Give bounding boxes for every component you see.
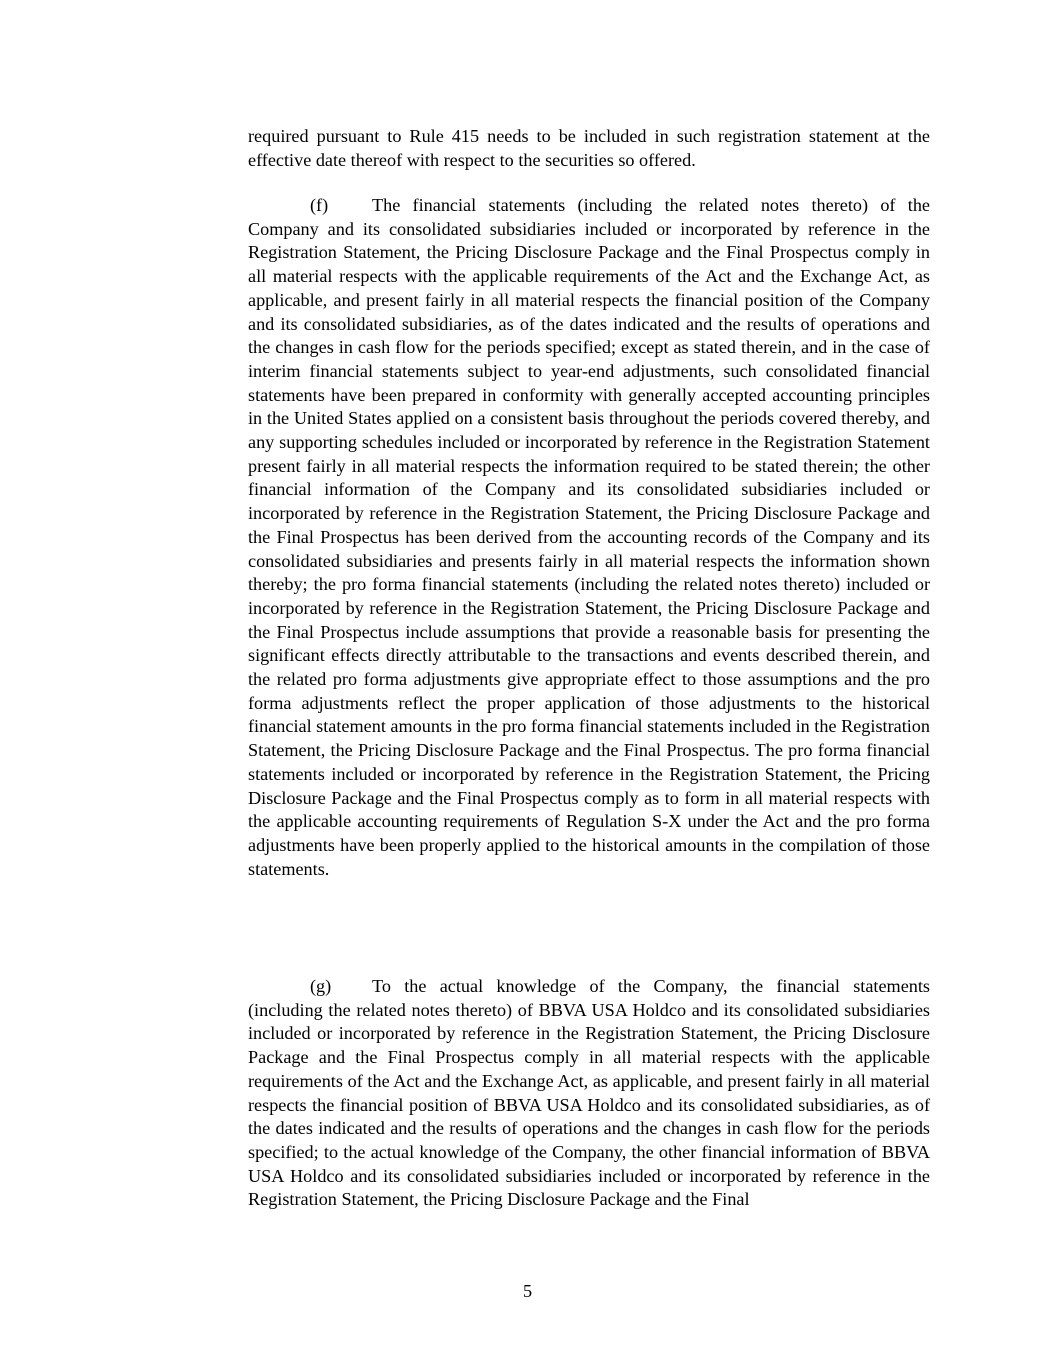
paragraph-g [248,975,930,1212]
paragraph-g-text: To the actual knowledge of the Company, the financial statements (including the related notes thereto) of BBVA USA Holdco and its consolidated subsidiaries included or incorporated by reference in the Registration Statement, the Pricing Disclosure Package and the Final Prospectus comply in all material respects with the applicable requirements of the Act and the Exchange Act, as applicable, and present fairly in all material respects the financial position of BBVA USA Holdco and its consolidated subsidiaries, as of the dates indicated and the results of operations and the changes in cash flow for the periods specified; to the actual knowledge of the Company, the other financial information of BBVA USA Holdco and its consolidated subsidiaries included or incorporated by reference in the Registration Statement, the Pricing Disclosure Package and the Final [248,976,930,1210]
paragraph-f-label: (f) [310,195,329,215]
page-number: 5 [522,1281,533,1301]
paragraph-g-label: (g) [310,976,332,996]
paragraph-f-text: The financial statements (including the related notes thereto) of the Company and its consolidated subsidiaries included or incorporated by reference in the Registration Statement, the Pricing Disclosure Package and the Final Prospectus comply in all material respects with the applicable requirements of the Act and the Exchange Act, as applicable, and present fairly in all material respects the financial position of the Company and its consolidated subsidiaries, as of the dates indicated and the results of operations and the changes in cash flow for the periods specified; except as stated therein, and in the case of interim financial statements subject to year-end adjustments, such consolidated financial statements have been prepared in conformity with generally accepted accounting principles in the United States applied on a consistent basis throughout the periods covered thereby, and any supporting schedules included or incorporated by reference in the Registration Statement present fairly in all material respects the information required to be stated therein; the other financial information of the Company and its consolidated subsidiaries included or incorporated by reference in the Registration Statement, the Pricing Disclosure Package and the Final Prospectus has been derived from the accounting records of the Company and its consolidated subsidiaries and presents fairly in all material respects the information shown thereby; the pro forma financial statements (including the related notes thereto) included or incorporated by reference in the Registration Statement, the Pricing Disclosure Package and the Final Prospectus include assumptions that provide a reasonable basis for presenting the significant effects directly attributable to the transactions and events described therein, and the related pro forma adjustments give appropriate effect to those assumptions and the pro forma adjustments reflect the proper application of those adjustments to the historical financial statement amounts in the pro forma financial statements included in the Registration Statement, the Pricing Disclosure Package and the Final Prospectus. The pro forma financial statements included or incorporated by reference in the Registration Statement, the Pricing Disclosure Package and the Final Prospectus comply as to form in all material respects with the applicable accounting requirements of Regulation S-X under the Act and the pro forma adjustments have been properly applied to the historical amounts in the compilation of those statements. [248,195,930,879]
paragraph-continued: required pursuant to Rule 415 needs to be included in such registration statement at the effective date thereof with respect to the securities so offered. [248,126,930,170]
paragraph-f [248,194,930,881]
